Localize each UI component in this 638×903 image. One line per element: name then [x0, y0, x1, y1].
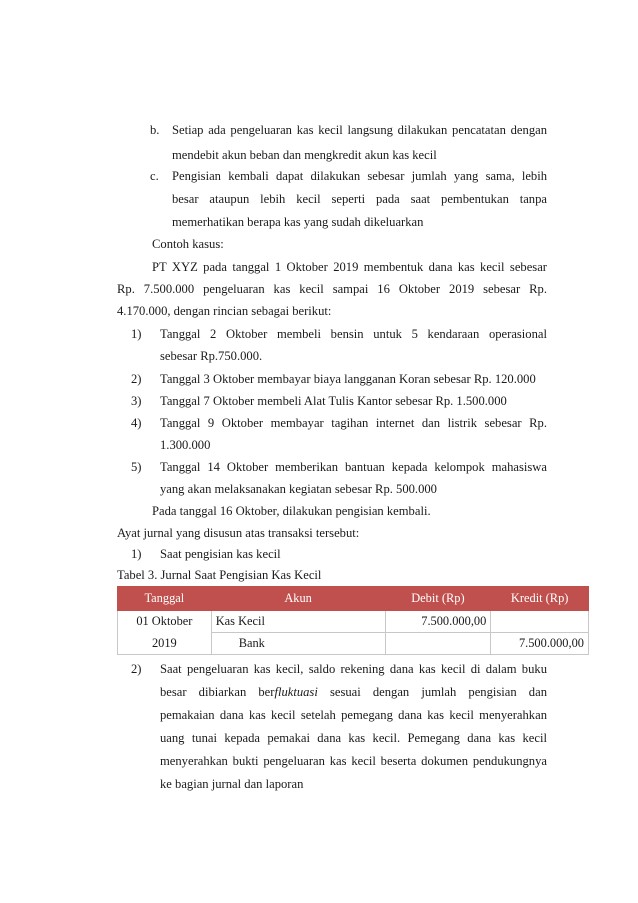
journal-table: [117, 586, 589, 655]
row-2-account: Bank: [211, 633, 385, 655]
point-2-line-4: uang tunai kepada pemakai dana kas kecil. Pemegang dana kas kecil: [160, 731, 547, 745]
header-kredit: Kredit (Rp): [491, 587, 589, 611]
point-2-line-6: ke bagian jurnal dan laporan: [160, 777, 304, 791]
item-b-line-1: Setiap ada pengeluaran kas kecil langsung dilakukan pencatatan dengan: [172, 123, 547, 137]
case-line-2: Rp. 7.500.000 pengeluaran kas kecil sampai 16 Oktober 2019 sebesar Rp.: [117, 282, 547, 296]
row-2-credit: 7.500.000,00: [491, 633, 589, 655]
transaction-2-line-1: Tanggal 3 Oktober membayar biaya langganan Koran sebesar Rp. 120.000: [160, 372, 536, 386]
table-header-row: [118, 587, 589, 611]
case-line-1: PT XYZ pada tanggal 1 Oktober 2019 membentuk dana kas kecil sebesar: [152, 260, 547, 274]
row-1-debit: 7.500.000,00: [385, 611, 491, 633]
transaction-marker-1: 1): [131, 327, 142, 341]
transaction-marker-4: 4): [131, 416, 142, 430]
table-caption: Tabel 3. Jurnal Saat Pengisian Kas Kecil: [117, 568, 322, 582]
refill-line: Pada tanggal 16 Oktober, dilakukan pengisian kembali.: [152, 504, 431, 518]
item-c-line-1: Pengisian kembali dapat dilakukan sebesar jumlah yang sama, lebih: [172, 169, 547, 183]
header-akun: Akun: [211, 587, 385, 611]
transaction-marker-3: 3): [131, 394, 142, 408]
list-marker-c: c.: [150, 169, 159, 183]
point-2-line-2-pre: besar dibiarkan ber: [160, 685, 275, 699]
transaction-3-line-1: Tanggal 7 Oktober membeli Alat Tulis Kantor sebesar Rp. 1.500.000: [160, 394, 507, 408]
table-row: [118, 633, 589, 655]
point-2-line-1: Saat pengeluaran kas kecil, saldo rekening dana kas kecil di dalam buku: [160, 662, 547, 676]
italic-term-fluktuasi: fluktuasi: [274, 685, 318, 699]
transaction-4-line-1: Tanggal 9 Oktober membayar tagihan internet dan listrik sebesar Rp.: [160, 416, 547, 430]
transaction-4-line-2: 1.300.000: [160, 438, 211, 452]
case-line-3: 4.170.000, dengan rincian sebagai berikut:: [117, 304, 332, 318]
point-2-line-3: pemakaian dana kas kecil setelah pemegang dana kas kecil menyerahkan: [160, 708, 547, 722]
row-2-debit: [385, 633, 491, 655]
header-debit: Debit (Rp): [385, 587, 491, 611]
transaction-marker-5: 5): [131, 460, 142, 474]
row-1-account: Kas Kecil: [211, 611, 385, 633]
item-b-line-2: mendebit akun beban dan mengkredit akun kas kecil: [172, 148, 437, 162]
point-2-line-5: menyerahkan bukti pengeluaran kas kecil beserta dokumen pendukungnya: [160, 754, 547, 768]
transaction-5-line-1: Tanggal 14 Oktober memberikan bantuan kepada kelompok mahasiswa: [160, 460, 547, 474]
point-2-line-2-post: sesuai dengan jumlah pengisian dan: [317, 685, 547, 699]
contoh-kasus-label: Contoh kasus:: [152, 237, 224, 251]
header-tanggal: Tanggal: [118, 587, 212, 611]
item-c-line-3: memerhatikan berapa kas yang sudah dikeluarkan: [172, 215, 424, 229]
transaction-5-line-2: yang akan melaksanakan kegiatan sebesar Rp. 500.000: [160, 482, 437, 496]
point-1-text: Saat pengisian kas kecil: [160, 547, 281, 561]
transaction-1-line-1: Tanggal 2 Oktober membeli bensin untuk 5 kendaraan operasional: [160, 327, 547, 341]
transaction-1-line-2: sebesar Rp.750.000.: [160, 349, 263, 363]
row-1-date: 01 Oktober: [118, 611, 212, 633]
list-marker-b: b.: [150, 123, 160, 137]
point-2-marker: 2): [131, 662, 142, 676]
transaction-marker-2: 2): [131, 372, 142, 386]
row-1-credit: [491, 611, 589, 633]
table-row: [118, 611, 589, 633]
item-c-line-2: besar ataupun lebih kecil seperti pada saat pembentukan tanpa: [172, 192, 547, 206]
point-1-marker: 1): [131, 547, 142, 561]
ayat-jurnal-line: Ayat jurnal yang disusun atas transaksi tersebut:: [117, 526, 360, 540]
point-2-line-2: [160, 684, 547, 700]
row-2-date: 2019: [118, 633, 212, 655]
